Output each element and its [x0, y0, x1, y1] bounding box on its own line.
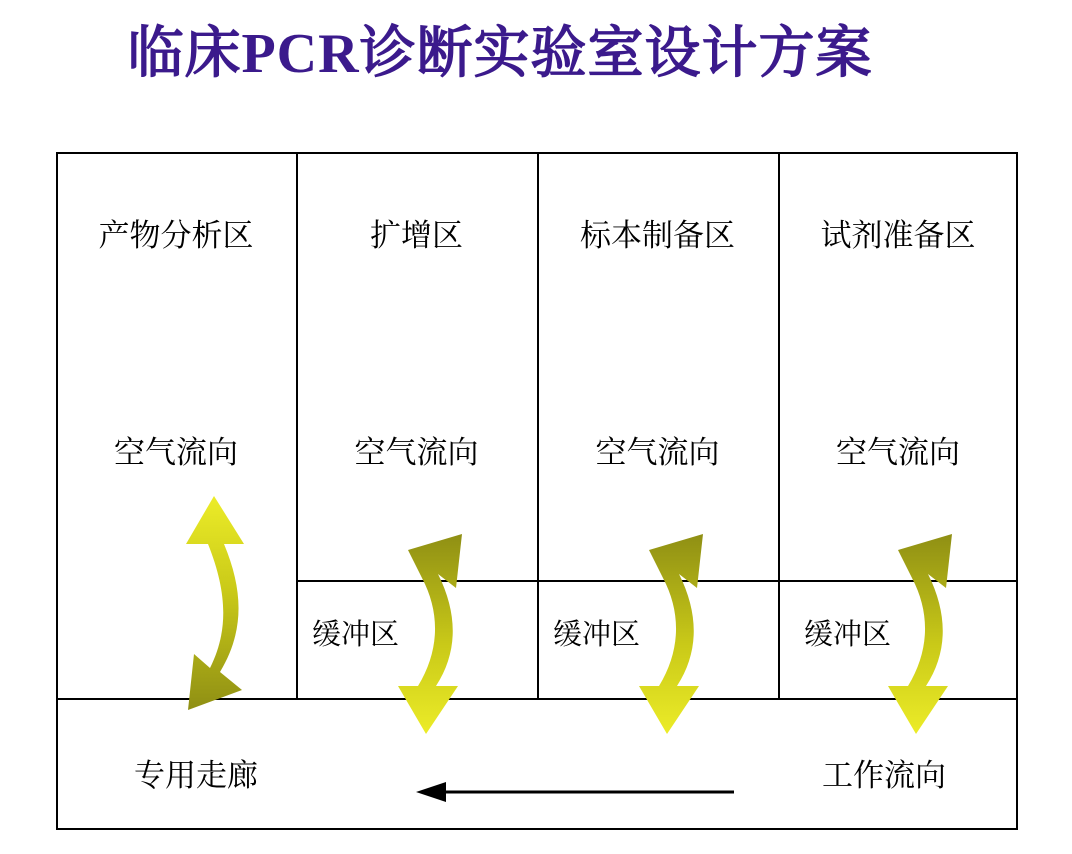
buffer-label-2: 缓冲区 [312, 619, 400, 651]
room-label-2: 扩增区 [370, 218, 463, 253]
corridor-label: 专用走廊 [134, 758, 258, 793]
buffer-label-4: 缓冲区 [804, 619, 892, 651]
room-label-3: 标本制备区 [580, 218, 735, 253]
lab-layout-diagram [56, 152, 1018, 830]
air-flow-arrow-3 [619, 534, 729, 744]
page-title: 临床PCR诊断实验室设计方案 [127, 23, 873, 85]
air-flow-label-3: 空气流向 [595, 435, 720, 470]
air-flow-arrow-4 [868, 534, 978, 744]
workflow-direction-arrow [416, 780, 736, 804]
room-label-1: 产物分析区 [98, 218, 254, 253]
air-flow-label-2: 空气流向 [354, 435, 479, 470]
workflow-label: 工作流向 [822, 758, 946, 793]
air-flow-arrow-1 [152, 482, 262, 722]
air-flow-label-1: 空气流向 [114, 435, 238, 470]
air-flow-arrow-2 [378, 534, 488, 744]
room-label-4: 试剂准备区 [820, 218, 976, 253]
air-flow-label-4: 空气流向 [836, 435, 960, 470]
buffer-label-3: 缓冲区 [553, 619, 641, 651]
